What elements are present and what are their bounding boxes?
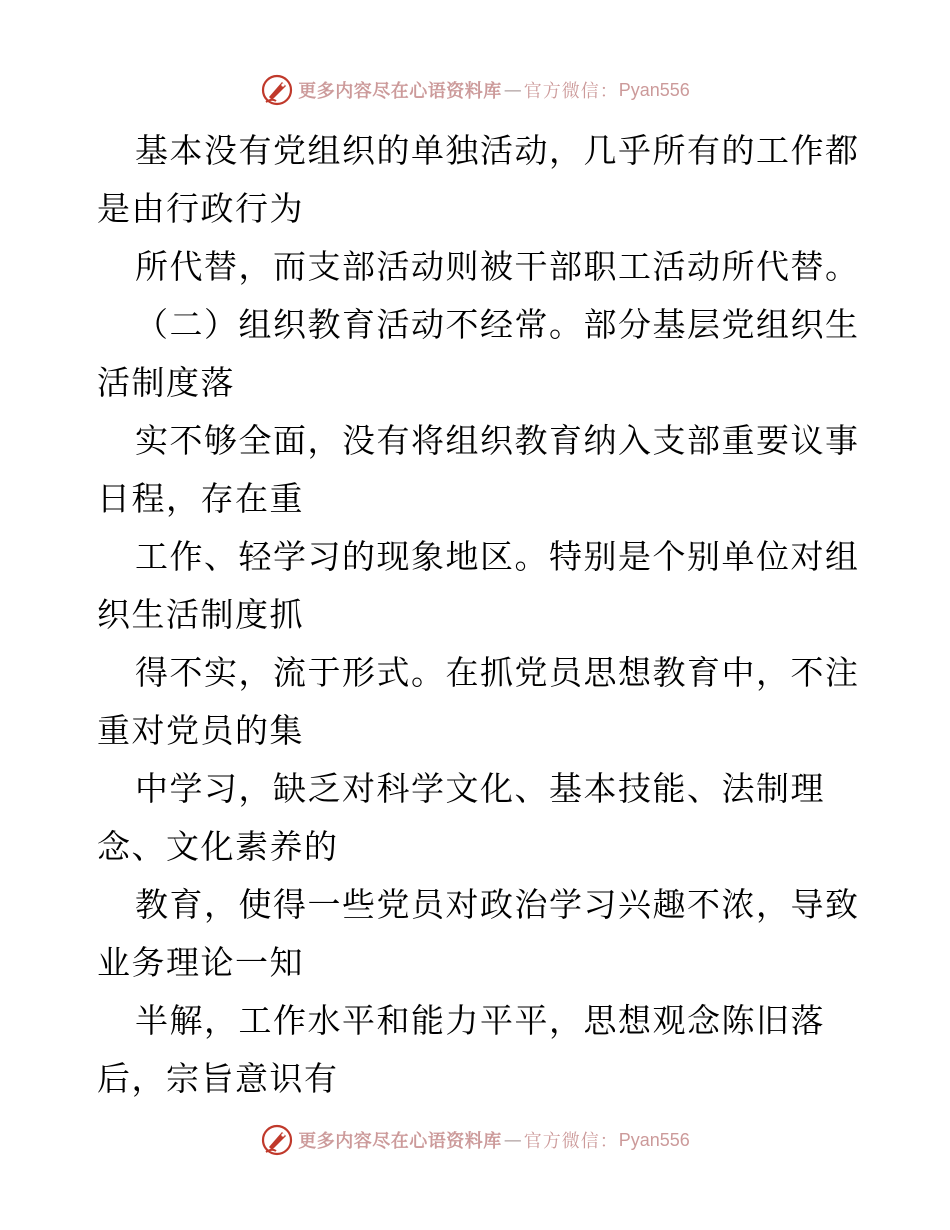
body-line: 后，宗旨意识有 xyxy=(97,1059,339,1098)
header-watermark xyxy=(0,70,950,110)
body-line: 实不够全面，没有将组织教育纳入支部重要议事 xyxy=(135,421,860,460)
body-line: 工作、轻学习的现象地区。特别是个别单位对组 xyxy=(135,537,860,576)
body-line: 业务理论一知 xyxy=(97,943,304,982)
watermark-wechat-id: Pyan556 xyxy=(618,1129,690,1150)
body-line: 重对党员的集 xyxy=(97,711,304,750)
body-line: 织生活制度抓 xyxy=(97,595,304,634)
body-line: （二）组织教育活动不经常。部分基层党组织生 xyxy=(135,305,860,344)
watermark-main-text: 更多内容尽在心语资料库 xyxy=(298,1131,502,1152)
pen-nib-logo-icon xyxy=(260,73,294,107)
pen-nib-logo-icon xyxy=(260,1123,294,1157)
body-line: 得不实，流于形式。在抓党员思想教育中，不注 xyxy=(135,653,860,692)
watermark-wechat-label: 官方微信： xyxy=(523,81,619,102)
body-line: 半解，工作水平和能力平平，思想观念陈旧落 xyxy=(135,1001,825,1040)
footer-watermark xyxy=(0,1120,950,1160)
watermark-wechat-label: 官方微信： xyxy=(523,1131,619,1152)
body-line: 基本没有党组织的单独活动，几乎所有的工作都 xyxy=(135,131,860,170)
body-line: 教育，使得一些党员对政治学习兴趣不浓，导致 xyxy=(135,885,860,924)
document-body xyxy=(97,122,860,1108)
body-line: 是由行政行为 xyxy=(97,189,304,228)
body-line: 所代替，而支部活动则被干部职工活动所代替。 xyxy=(135,247,860,286)
body-line: 念、文化素养的 xyxy=(97,827,339,866)
watermark-main-text: 更多内容尽在心语资料库 xyxy=(298,81,502,102)
body-line: 中学习，缺乏对科学文化、基本技能、法制理 xyxy=(135,769,825,808)
watermark-dash: — xyxy=(503,79,522,101)
body-line: 活制度落 xyxy=(97,363,235,402)
watermark-dash: — xyxy=(503,1129,522,1151)
body-line: 日程，存在重 xyxy=(97,479,304,518)
watermark-wechat-id: Pyan556 xyxy=(618,79,690,100)
